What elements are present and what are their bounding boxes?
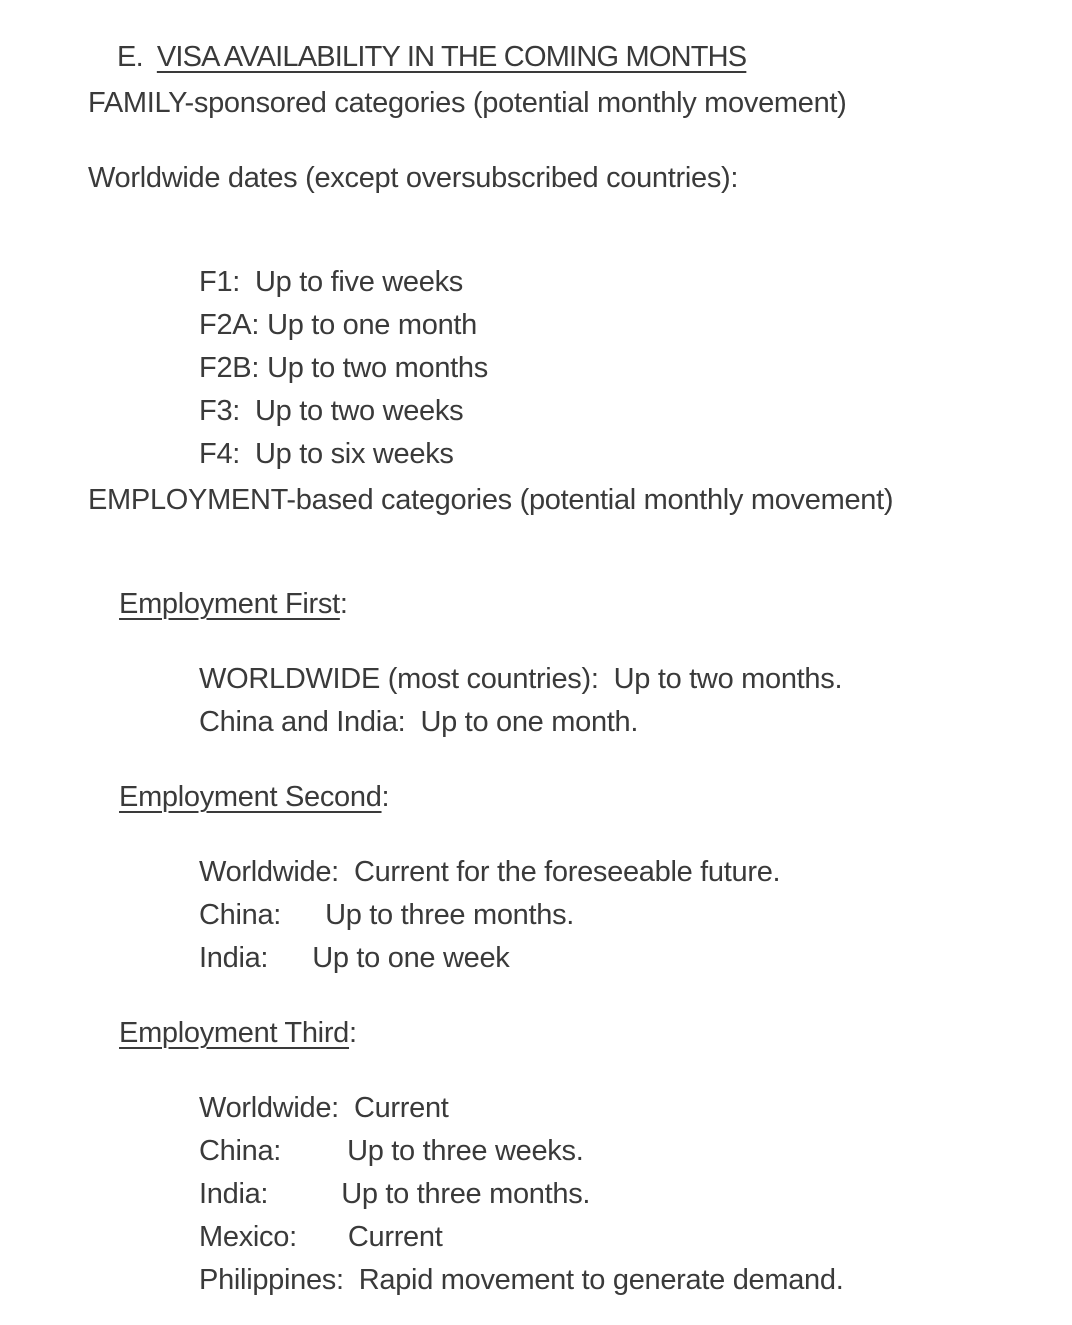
item-label: India: (199, 1178, 269, 1210)
item-value: Current for the foreseeable future. (353, 856, 781, 888)
item-label: China and India: (199, 706, 406, 738)
item-label: China: (199, 1135, 282, 1167)
item-label: F4: (199, 438, 241, 470)
item-value: Up to two months (267, 352, 488, 384)
item-label: Philippines: (199, 1264, 344, 1296)
colon: : (381, 781, 390, 813)
item-value: Rapid movement to generate demand. (358, 1264, 844, 1296)
employment-third-title: Employment Third (119, 1017, 350, 1049)
colon: : (339, 588, 348, 620)
item-value: Current (353, 1092, 449, 1124)
item-value: Up to three months. (341, 1178, 591, 1210)
item-label: F2A: (199, 309, 260, 341)
item-value: Up to five weeks (255, 266, 463, 298)
employment-first-item-china-india (168, 679, 638, 766)
item-value: Up to three weeks. (347, 1135, 584, 1167)
employment-second-title: Employment Second (119, 781, 382, 813)
item-value: Up to two months. (613, 663, 843, 695)
employment-second-item-india (168, 915, 510, 1002)
item-value: Current (347, 1221, 443, 1253)
colon: : (349, 1017, 357, 1049)
item-value: Up to one week (312, 942, 510, 974)
employment-heading: EMPLOYMENT-based categories (potential monthly movement) (88, 484, 894, 516)
employment-first-title: Employment First (119, 588, 340, 620)
item-value: Up to one month (267, 309, 477, 341)
item-value: Up to one month. (420, 706, 639, 738)
item-label: Worldwide: (199, 856, 339, 888)
employment-first-heading (88, 561, 348, 648)
document (88, 0, 1072, 1298)
section-letter: E. (117, 41, 143, 73)
employment-third-item-philippines (168, 1237, 843, 1324)
section-title: VISA AVAILABILITY IN THE COMING MONTHS (156, 41, 747, 73)
employment-third-heading (88, 990, 357, 1077)
item-value: Up to two weeks (255, 395, 464, 427)
item-label: F2B: (199, 352, 260, 384)
item-label: WORLDWIDE (most countries): (199, 663, 599, 695)
item-label: Worldwide: (199, 1092, 339, 1124)
employment-second-heading (88, 754, 389, 841)
item-label: Mexico: (199, 1221, 297, 1253)
item-label: F3: (199, 395, 241, 427)
item-label: India: (199, 942, 269, 974)
item-label: China: (199, 899, 282, 931)
family-subheading: Worldwide dates (except oversubscribed countries): (88, 162, 739, 194)
item-value: Up to six weeks (255, 438, 454, 470)
item-label: F1: (199, 266, 241, 298)
item-value: Up to three months. (325, 899, 575, 931)
family-heading: FAMILY-sponsored categories (potential monthly movement) (88, 87, 847, 119)
